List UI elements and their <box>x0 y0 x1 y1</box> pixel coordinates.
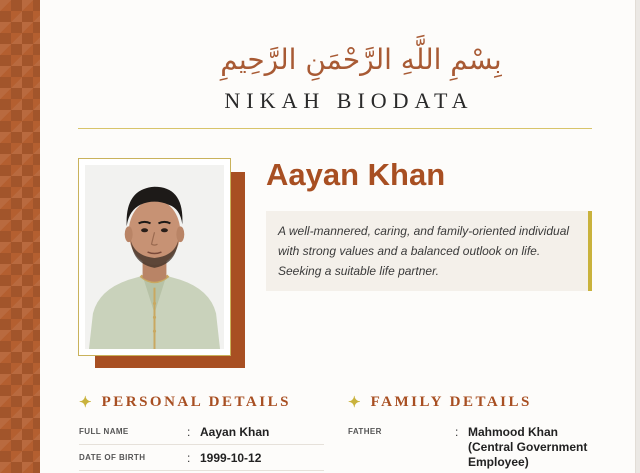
detail-label: DATE OF BIRTH <box>79 453 146 462</box>
decorative-side-band <box>0 0 40 473</box>
candidate-tagline: A well-mannered, caring, and family-oriented individual with strong values and a balanced outlook on life. Seeking a suitable life partner. <box>266 211 592 291</box>
detail-value: Mahmood Khan (Central Government Employee) <box>468 425 588 469</box>
detail-colon: : <box>187 425 191 439</box>
profile-photo <box>85 165 224 349</box>
family-details-heading <box>348 391 532 413</box>
personal-details-title: PERSONAL DETAILS <box>101 393 291 410</box>
profile-photo-frame <box>78 158 231 356</box>
detail-row-full-name <box>79 425 324 445</box>
detail-colon: : <box>455 425 459 439</box>
personal-details-heading <box>79 391 291 413</box>
document-title: NIKAH BIODATA <box>224 88 474 113</box>
header-divider <box>78 128 592 129</box>
header <box>40 0 636 130</box>
detail-label: FULL NAME <box>79 427 129 436</box>
detail-row-date-of-birth <box>79 451 324 471</box>
star-icon: ✦ <box>348 394 361 411</box>
detail-label: FATHER <box>348 427 382 436</box>
star-icon: ✦ <box>79 394 92 411</box>
detail-value: 1999-10-12 <box>200 451 262 465</box>
candidate-name: Aayan Khan <box>266 157 446 192</box>
detail-row-father <box>348 425 592 473</box>
family-details-title: FAMILY DETAILS <box>370 393 532 410</box>
detail-colon: : <box>187 451 191 465</box>
detail-value: Aayan Khan <box>200 425 270 439</box>
bismillah-calligraphy: بِسْمِ اللَّهِ الرَّحْمَنِ الرَّحِيمِ <box>220 43 502 76</box>
